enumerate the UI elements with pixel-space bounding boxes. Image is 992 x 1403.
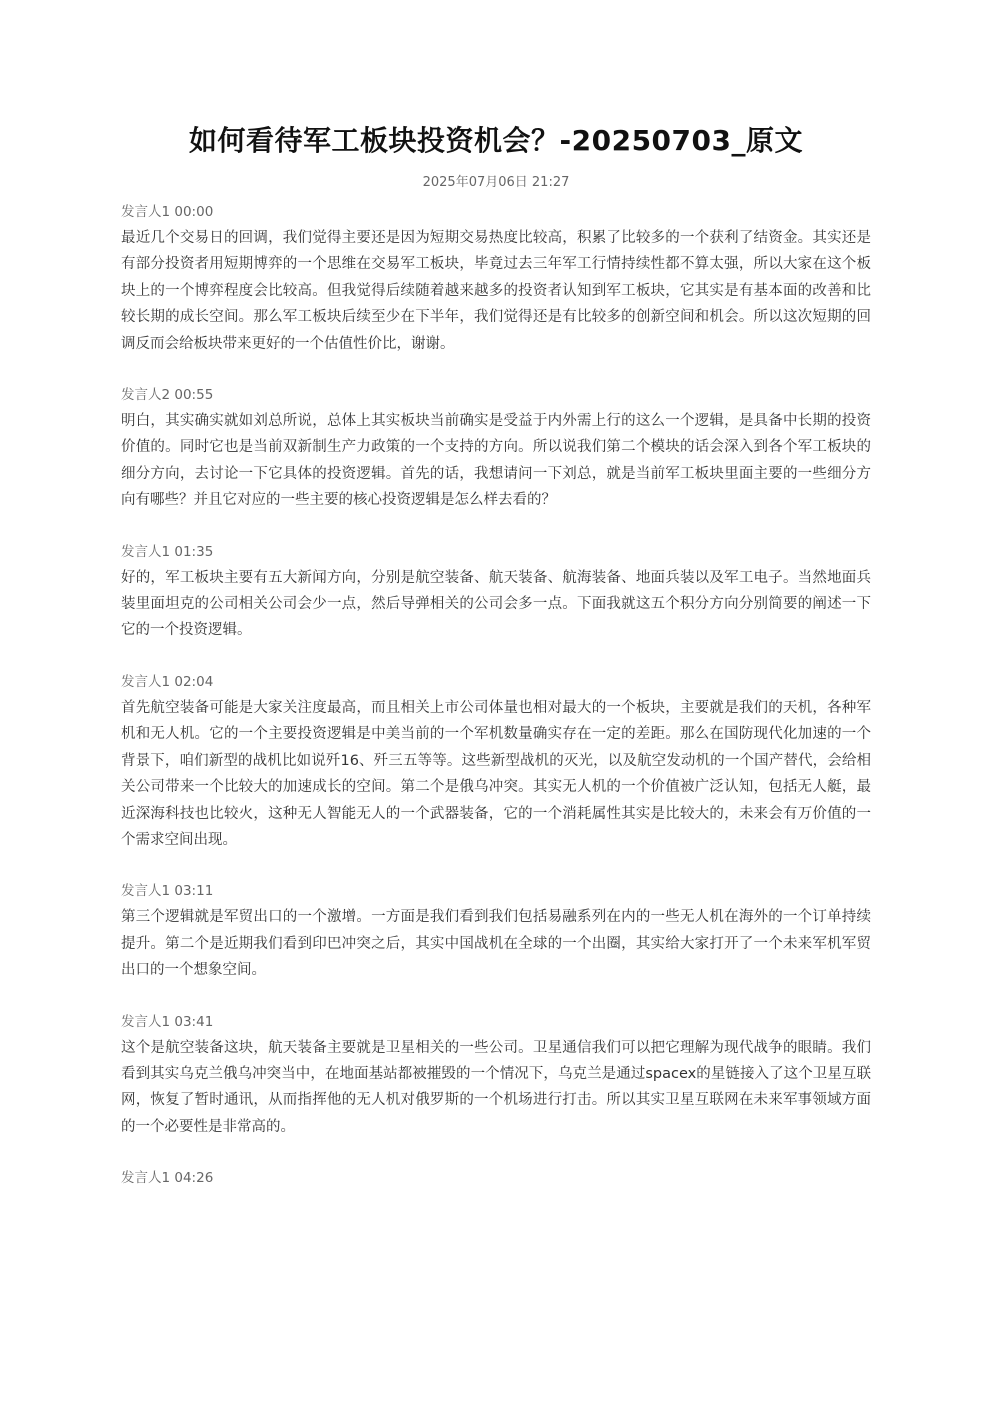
document-title: 如何看待军工板块投资机会？-20250703_原文 — [189, 124, 803, 157]
speaker-timestamp: 发言人1 03:41 — [121, 1013, 214, 1030]
document-date: 2025年07月06日 21:27 — [422, 175, 570, 190]
transcript-entry — [121, 539, 871, 644]
transcript-entry — [121, 199, 871, 357]
speaker-timestamp: 发言人1 04:26 — [121, 1170, 214, 1187]
speaker-timestamp: 发言人1 00:00 — [121, 204, 214, 220]
speech-text: 首先航空装备可能是大家关注度最高，而且相关上市公司体量也相对最大的一个板块，主要就是我们的天机，各种军机和无人机。它的一个主要投资逻辑是中美当前的一个军机数量确实存在一定的差距。那么在国防现代化加速的一个背景下，咱们新型的战机比如说歼16、歼三五等等。这些新型战机的灭光，以及航空发动机的一个国产替代，会给相关公司带来一个比较大的加速成长的空间。第二个是俄乌冲突。其实无人机的一个价值被广泛认知，包括无人艇，最近深海科技也比较火，这种无人智能无人的一个武器装备，它的一个消耗属性其实是比较大的，未来会有万价值的一个需求空间出现。 — [121, 699, 871, 848]
transcript-entry — [121, 1165, 871, 1191]
speech-text: 最近几个交易日的回调，我们觉得主要还是因为短期交易热度比较高，积累了比较多的一个获利了结资金。其实还是有部分投资者用短期博弈的一个思维在交易军工板块，毕竟过去三年军工行情持续性都不算太强，所以大家在这个板块上的一个博弈程度会比较高。但我觉得后续随着越来越多的投资者认知到军工板块，它其实是有基本面的改善和比较长期的成长空间。那么军工板块后续至少在下半年，我们觉得还是有比较多的创新空间和机会。所以这次短期的回调反而会给板块带来更好的一个估值性价比，谢谢。 — [121, 230, 871, 352]
speaker-timestamp: 发言人1 02:04 — [121, 673, 214, 690]
speaker-timestamp: 发言人2 00:55 — [121, 387, 214, 404]
speaker-timestamp: 发言人1 03:11 — [121, 883, 214, 900]
speech-text: 第三个逻辑就是军贸出口的一个激增。一方面是我们看到我们包括易融系列在内的一些无人机在海外的一个订单持续提升。第二个是近期我们看到印巴冲突之后，其实中国战机在全球的一个出圈，其实给大家打开了一个未来军机军贸出口的一个想象空间。 — [121, 909, 871, 979]
transcript-entry — [121, 669, 871, 853]
speech-text: 明白，其实确实就如刘总所说，总体上其实板块当前确实是受益于内外需上行的这么一个逻辑，是具备中长期的投资价值的。同时它也是当前双新制生产力政策的一个支持的方向。所以说我们第二个模块的话会深入到各个军工板块的细分方向，去讨论一下它具体的投资逻辑。首先的话，我想请问一下刘总，就是当前军工板块里面主要的一些细分方向有哪些？并且它对应的一些主要的核心投资逻辑是怎么样去看的？ — [121, 413, 871, 509]
transcript-entry — [121, 382, 871, 514]
transcript-body — [121, 199, 871, 1216]
speech-text: 这个是航空装备这块，航天装备主要就是卫星相关的一些公司。卫星通信我们可以把它理解为现代战争的眼睛。我们看到其实乌克兰俄乌冲突当中，在地面基站都被摧毁的一个情况下，乌克兰是通过spacex的星链接入了这个卫星互联网，恢复了暂时通讯，从而指挥他的无人机对俄罗斯的一个机场进行打击。所以其实卫星互联网在未来军事领域方面的一个必要性是非常高的。 — [121, 1039, 871, 1135]
transcript-entry — [121, 1009, 871, 1141]
transcript-entry — [121, 878, 871, 983]
speaker-timestamp: 发言人1 01:35 — [121, 543, 214, 560]
speech-text: 好的，军工板块主要有五大新闻方向，分别是航空装备、航天装备、航海装备、地面兵装以及军工电子。当然地面兵装里面坦克的公司相关公司会少一点，然后导弹相关的公司会多一点。下面我就这五个积分方向分别简要的阐述一下它的一个投资逻辑。 — [121, 569, 871, 639]
